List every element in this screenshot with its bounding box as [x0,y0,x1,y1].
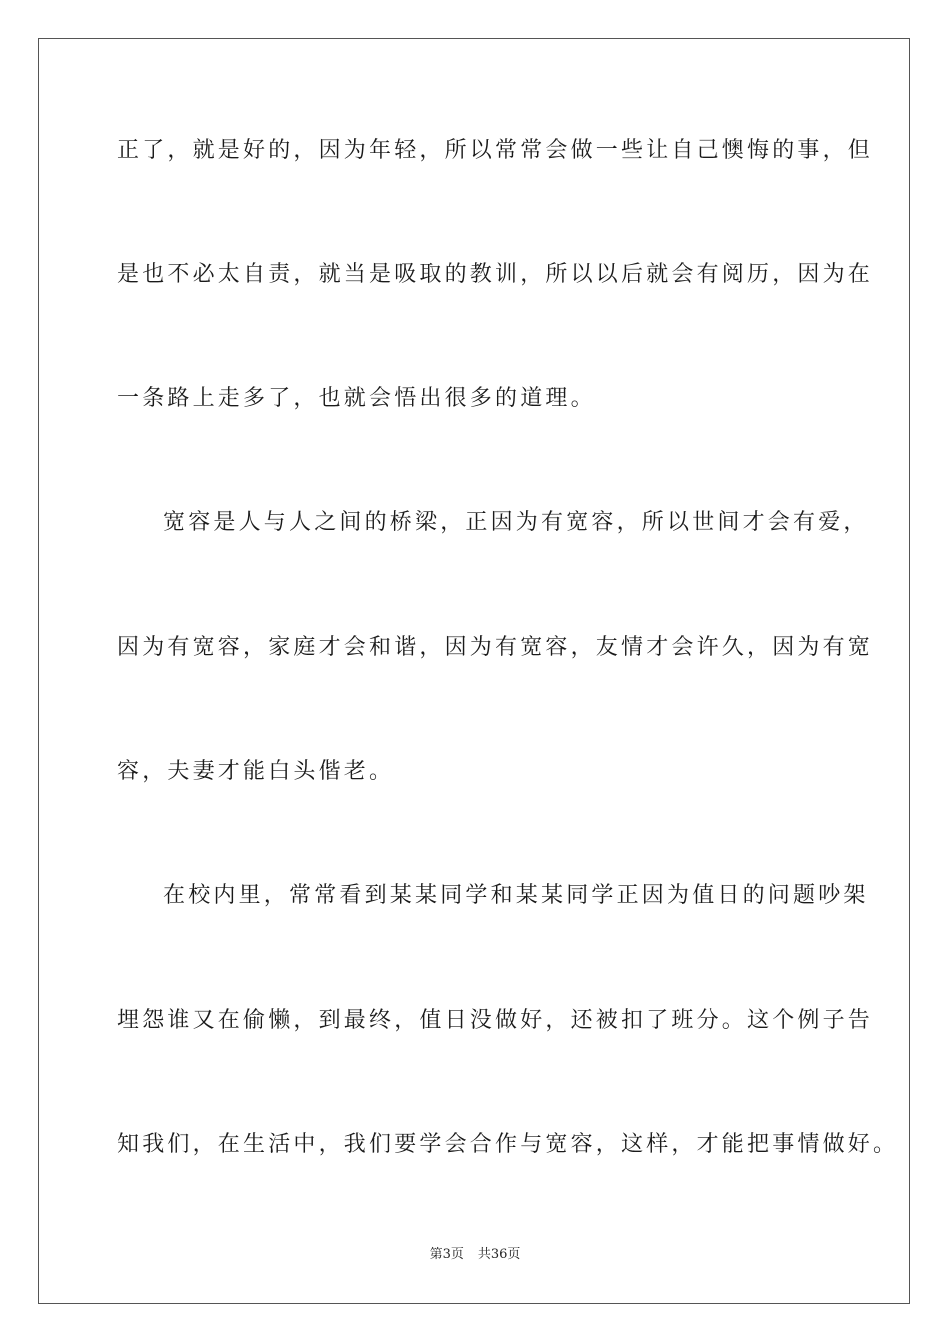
page-footer [0,1246,950,1264]
text-line: 是也不必太自责，就当是吸取的教训，所以以后就会有阅历，因为在 [117,262,874,287]
paragraph-first-line: 宽容是人与人之间的桥梁，正因为有宽容，所以世间才会有爱， [163,510,869,535]
text-line: 正了，就是好的，因为年轻，所以常常会做一些让自己懊悔的事，但 [117,138,874,163]
text-line: 知我们，在生活中，我们要学会合作与宽容，这样，才能把事情做好。 [117,1132,899,1157]
page-total: 共36页 [477,1247,521,1262]
text-line: 容，夫妻才能白头偕老。 [117,759,395,784]
paragraph-first-line: 在校内里，常常看到某某同学和某某同学正因为值日的问题吵架 [163,883,869,908]
page-number: 第3页 [429,1247,464,1262]
text-line: 埋怨谁又在偷懒，到最终，值日没做好，还被扣了班分。这个例子告 [117,1008,874,1033]
page-border [38,38,910,1304]
text-line: 因为有宽容，家庭才会和谐，因为有宽容，友情才会许久，因为有宽 [117,635,874,660]
text-line: 一条路上走多了，也就会悟出很多的道理。 [117,386,596,411]
